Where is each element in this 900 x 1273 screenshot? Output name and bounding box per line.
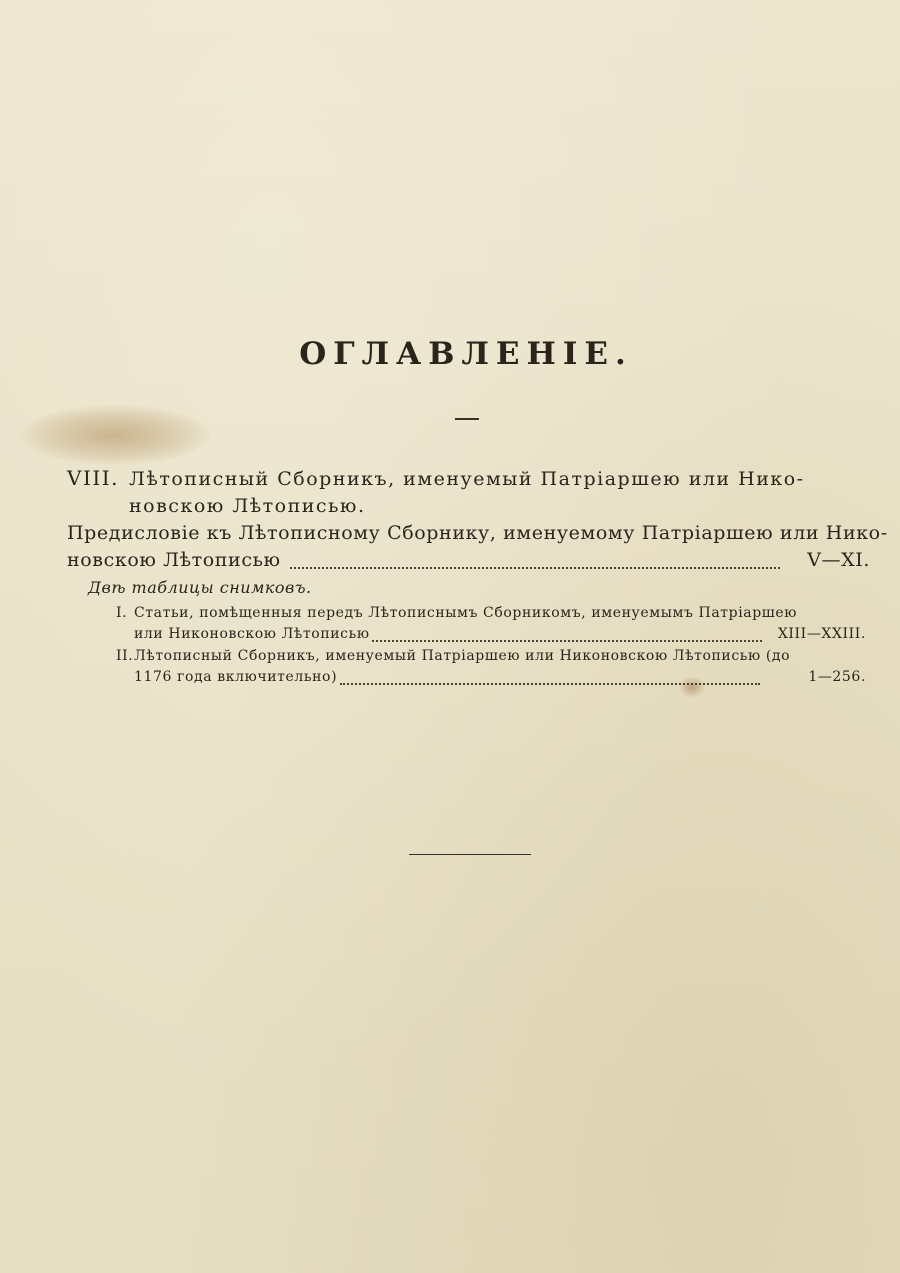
title-divider (455, 418, 479, 420)
toc-section-heading: Двѣ таблицы снимковъ. (88, 578, 312, 597)
toc-preface-line2: новскою Лѣтописью (67, 549, 281, 571)
toc-subentry-1-line2: или Никоновскою Лѣтописью (134, 626, 370, 642)
toc-dot-leader (340, 683, 760, 685)
toc-subentry-1-line1 (116, 605, 797, 621)
toc-dot-leader (372, 640, 762, 642)
toc-subentry-text: Лѣтописный Сборникъ, именуемый Патріаршею или Никоновскою Лѣтописью (до (134, 648, 791, 664)
toc-subentry-number: I. (116, 605, 128, 621)
closing-rule (409, 854, 531, 855)
toc-dot-leader (290, 567, 780, 569)
toc-entry-text: Лѣтописный Сборникъ, именуемый Патріаршею или Нико- (129, 468, 805, 490)
toc-subentry-number: II. (116, 648, 134, 664)
toc-entry-number: VIII. (67, 466, 120, 490)
paper-stain (678, 676, 706, 698)
paper-stain (20, 405, 210, 465)
toc-entry-main-line1 (67, 466, 805, 490)
toc-subentry-1-pages: XIII—XXIII. (777, 626, 866, 642)
toc-subentry-text: Статьи, помѣщенныя передъ Лѣтописнымъ Сборникомъ, именуемымъ Патріаршею (134, 605, 798, 621)
toc-preface-pages: V—XI. (807, 549, 870, 571)
page-title: ОГЛАВЛЕНІЕ. (299, 336, 633, 372)
toc-entry-main-line2: новскою Лѣтописью. (129, 495, 366, 517)
toc-subentry-2-line2: 1176 года включительно) (134, 669, 338, 685)
toc-subentry-2-pages: 1—256. (808, 669, 866, 685)
toc-subentry-2-line1 (116, 648, 790, 664)
toc-preface-line1: Предисловіе къ Лѣтописному Сборнику, именуемому Патріаршею или Нико- (67, 522, 888, 544)
